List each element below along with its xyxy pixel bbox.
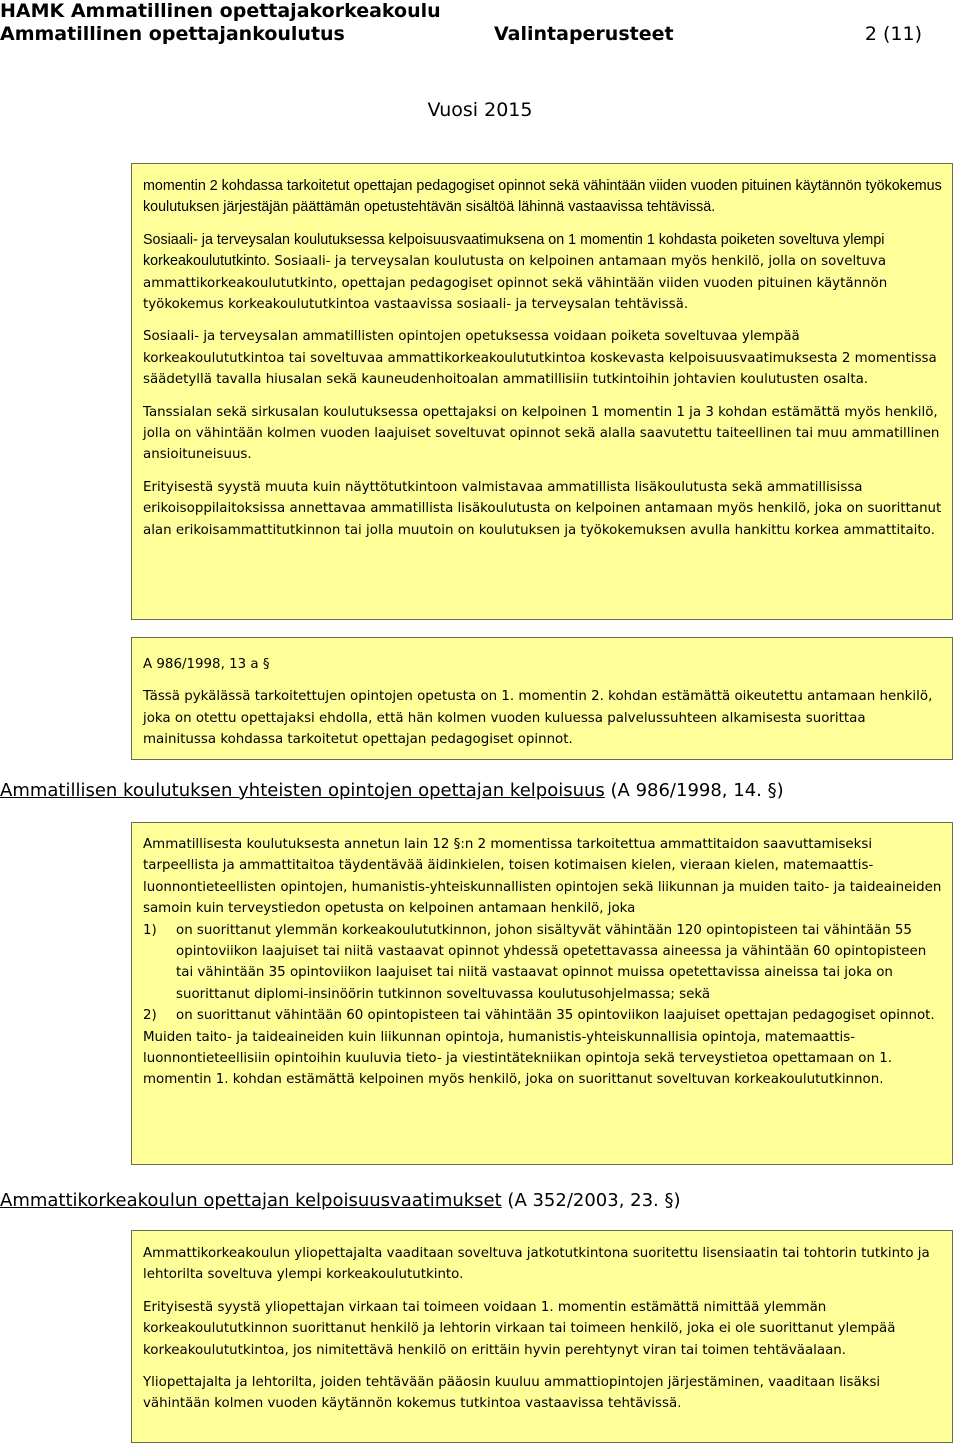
paragraph: Muiden taito- ja taideaineiden kuin liikunnan opintoja, humanistis-yhteiskunnallisia opintoja, matemaattis-luonnontieteellisiin opintoihin kuuluvia tieto- ja viestintätekniikan opintoja sekä terveystietoa opettamaan on 1. momentin 1. kohdan estämättä kelpoinen myös henkilö, joka on suorittanut soveltuvan korkeakoulututkinnon. (143, 1029, 892, 1088)
paragraph (143, 230, 942, 316)
list-item (143, 920, 942, 1006)
organization-name: HAMK Ammatillinen opettajakorkeakoulu (0, 0, 441, 22)
section-heading-ref: (A 986/1998, 14. §) (604, 780, 784, 801)
list-item (143, 1005, 942, 1026)
rule-box-teacher-qualifications (131, 163, 953, 620)
document-section-title: Valintaperusteet (494, 23, 674, 45)
paragraph: Erityisestä syystä yliopettajan virkaan tai toimeen voidaan 1. momentin estämättä nimittää ylemmän korkeakoulututkinnon suorittanut henkilö ja lehtorin virkaan tai toimeen henkilö, joka ei ole suorittanut ylempää korkeakoulututkintoa, jos nimitettävä henkilö on erittäin hyvin perehtynyt viran tai toimen tehtäväalaan. (143, 1299, 896, 1358)
paragraph: Ammattikorkeakoulun yliopettajalta vaaditaan soveltuva jatkotutkintona suoritettu lisensiaatin tai tohtorin tutkinto ja lehtorilta soveltuva ylempi korkeakoulututkinto. (143, 1246, 930, 1283)
rule-box-common-studies (131, 822, 953, 1165)
rule-box-uas-teachers (131, 1230, 953, 1443)
paragraph-part: Sosiaali- ja terveysalan koulutusta on kelpoinen antamaan myös henkilö, jolla on soveltuva ammattikorkeakoulututkinto, opettajan pedagogiset opinnot sekä vähintään viiden vuoden pituinen käytännön työkokemus korkeakoulututkintoa vastaavissa sosiaali- ja terveysalan tehtävissä. (143, 254, 888, 313)
section-heading-ref: (A 352/2003, 23. §) (501, 1190, 681, 1211)
page-number: 2 (11) (864, 23, 922, 45)
box-title: A 986/1998, 13 a § (143, 657, 270, 672)
paragraph: Sosiaali- ja terveysalan ammatillisten opintojen opetuksessa voidaan poiketa soveltuvaa ylempää korkeakoulututkintoa tai soveltuvaa ammattikorkeakoulututkintoa koskevasta kelpoisuusvaatimuksesta 2 momentissa säädetyllä tavalla hiusalan sekä kauneudenhoitoalan ammatillisiin tutkintoihin johtavien koulutusten osalta. (143, 329, 937, 388)
list-item-text: on suorittanut vähintään 60 opintopisteen tai vähintään 35 opintoviikon laajuiset opettajan pedagogiset opinnot. (176, 1008, 935, 1024)
list-number: 1) (143, 922, 157, 938)
section-heading-link: Ammatillisen koulutuksen yhteisten opintojen opettajan kelpoisuus (0, 780, 605, 801)
document-year: Vuosi 2015 (427, 99, 533, 121)
section-heading-link: Ammattikorkeakoulun opettajan kelpoisuusvaatimukset (0, 1190, 502, 1211)
paragraph: Tässä pykälässä tarkoitettujen opintojen opetusta on 1. momentin 2. kohdan estämättä oikeutettu antamaan henkilö, joka on otettu opettajaksi ehdolla, että hän kolmen vuoden kuluessa palvelussuhteen alkamisesta suorittaa mainitussa kohdassa tarkoitetut opettajan pedagogiset opinnot. (143, 689, 933, 748)
paragraph: momentin 2 kohdassa tarkoitetut opettajan pedagogiset opinnot sekä vähintään viiden vuoden pituinen käytännön työkokemus koulutuksen järjestäjän päättämän opetustehtävän sisältöä lähinnä vastaavissa tehtävissä. (143, 178, 942, 216)
paragraph: Ammatillisesta koulutuksesta annetun lain 12 §:n 2 momentissa tarkoitettua ammattitaidon saavuttamiseksi tarpeellista ja ammattitaitoa täydentävää äidinkielen, toisen kotimaisen kielen, vieraan kielen, matemaattis-luonnontieteellisten opintojen, humanistis-yhteiskunnallisten opintojen sekä liikunnan ja muiden taito- ja taideaineiden samoin kuin terveystiedon opetusta on kelpoinen antamaan henkilö, joka (143, 837, 942, 917)
rule-box-13a (131, 637, 953, 760)
unit-name: Ammatillinen opettajankoulutus (0, 23, 345, 45)
paragraph-part: Sosiaali- ja terveysalan koulutuksessa kelpoisuusvaatimuksena on 1 momentin 1 kohdasta poiketen soveltuva ylempi korkeakoulututkinto. (143, 231, 885, 270)
list-item-text: on suorittanut ylemmän korkeakoulututkinnon, johon sisältyvät vähintään 120 opintopisteen tai vähintään 55 opintoviikon laajuiset tai niitä vastaavat opinnot yhdessä opetettavassa aineessa ja vähintään 60 opintopisteen tai vähintään 35 opintoviikon laajuiset tai niitä vastaavat opinnot muissa opetettavissa aineissa tai joka on suorittanut diplomi-insinöörin tutkinnon soveltuvassa koulutusohjelmassa; sekä (176, 922, 927, 1002)
paragraph: Erityisestä syystä muuta kuin näyttötutkintoon valmistavaa ammatillista lisäkoulutusta sekä ammatillisissa erikoisoppilaitoksissa annettavaa ammatillista lisäkoulutusta on kelpoinen antamaan myös henkilö, joka on suorittanut alan erikoisammattitutkinnon tai jolla muutoin on koulutuksen ja työkokemuksen avulla hankittu korkea ammattitaito. (143, 479, 942, 538)
paragraph: Tanssialan sekä sirkusalan koulutuksessa opettajaksi on kelpoinen 1 momentin 1 ja 3 kohdan estämättä myös henkilö, jolla on vähintään kolmen vuoden laajuiset soveltuvat opinnot sekä alalla saavutettu taiteellinen tai muu ammatillinen ansioituneisuus. (143, 404, 940, 463)
section-heading (0, 780, 784, 801)
section-heading (0, 1190, 681, 1211)
paragraph: Yliopettajalta ja lehtorilta, joiden tehtävään pääosin kuuluu ammattiopintojen järjestäminen, vaaditaan lisäksi vähintään kolmen vuoden käytännön kokemus tutkintoa vastaavissa tehtävissä. (143, 1375, 881, 1412)
list-number: 2) (143, 1008, 157, 1024)
requirement-list (143, 920, 942, 1027)
